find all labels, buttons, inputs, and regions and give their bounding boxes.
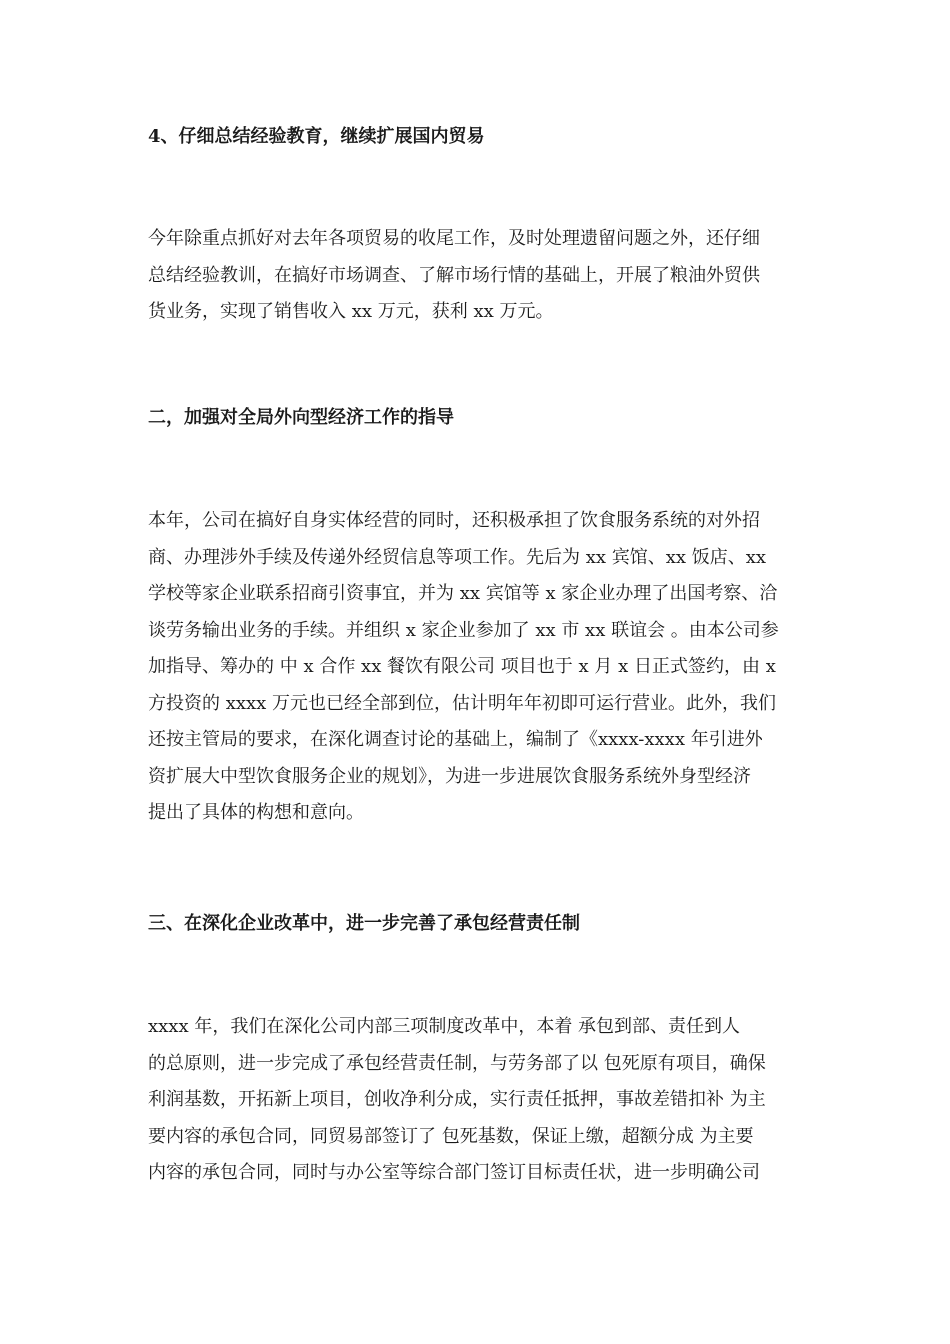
section-heading-2: 二，加强对全局外向型经济工作的指导 xyxy=(148,407,454,428)
paragraph-line: xxxx 年，我们在深化公司内部三项制度改革中，本着 承包到部、责任到人 xyxy=(148,1016,741,1037)
paragraph-line: 利润基数，开拓新上项目，创收净利分成，实行责任抵押，事故差错扣补 为主 xyxy=(148,1089,766,1110)
section-paragraph-2 xyxy=(148,503,808,832)
paragraph-line: 方投资的 xxxx 万元也已经全部到位，估计明年年初即可运行营业。此外，我们 xyxy=(148,692,777,714)
paragraph-line: 资扩展大中型饮食服务企业的规划》，为进一步进展饮食服务系统外身型经济 xyxy=(148,765,751,787)
section-paragraph-1 xyxy=(148,221,808,331)
paragraph-line: 今年除重点抓好对去年各项贸易的收尾工作，及时处理遗留问题之外，还仔细 xyxy=(148,228,760,249)
paragraph-line: 加指导、筹办的 中 x 合作 xx 餐饮有限公司 项目也于 x 月 x 日正式签约，由 x xyxy=(148,656,776,677)
paragraph-line: 内容的承包合同，同时与办公室等综合部门签订目标责任状，进一步明确公司 xyxy=(148,1162,760,1183)
section-heading-1: 4、仔细总结经验教育，继续扩展国内贸易 xyxy=(148,126,485,147)
paragraph-line: 本年，公司在搞好自身实体经营的同时，还积极承担了饮食服务系统的对外招 xyxy=(148,510,760,531)
paragraph-line: 谈劳务输出业务的手续。并组织 x 家企业参加了 xx 市 xx 联谊会 。由本公司参 xyxy=(148,619,779,641)
paragraph-line: 总结经验教训，在搞好市场调查、了解市场行情的基础上，开展了粮油外贸供 xyxy=(148,264,760,286)
section-heading-3: 三、在深化企业改革中，进一步完善了承包经营责任制 xyxy=(148,913,580,934)
paragraph-line: 货业务，实现了销售收入 xx 万元，获利 xx 万元。 xyxy=(148,301,554,322)
section-paragraph-3 xyxy=(148,1009,808,1192)
paragraph-line: 还按主管局的要求，在深化调查讨论的基础上，编制了《xxxx-xxxx 年引进外 xyxy=(148,729,763,750)
paragraph-line: 提出了具体的构想和意向。 xyxy=(148,802,364,823)
paragraph-line: 要内容的承包合同，同贸易部签订了 包死基数，保证上缴，超额分成 为主要 xyxy=(148,1125,754,1147)
paragraph-line: 学校等家企业联系招商引资事宜，并为 xx 宾馆等 x 家企业办理了出国考察、洽 xyxy=(148,583,778,604)
paragraph-line: 的总原则，进一步完成了承包经营责任制，与劳务部了以 包死原有项目，确保 xyxy=(148,1052,766,1074)
paragraph-line: 商、办理涉外手续及传递外经贸信息等项工作。先后为 xx 宾馆、xx 饭店、xx xyxy=(148,546,767,568)
